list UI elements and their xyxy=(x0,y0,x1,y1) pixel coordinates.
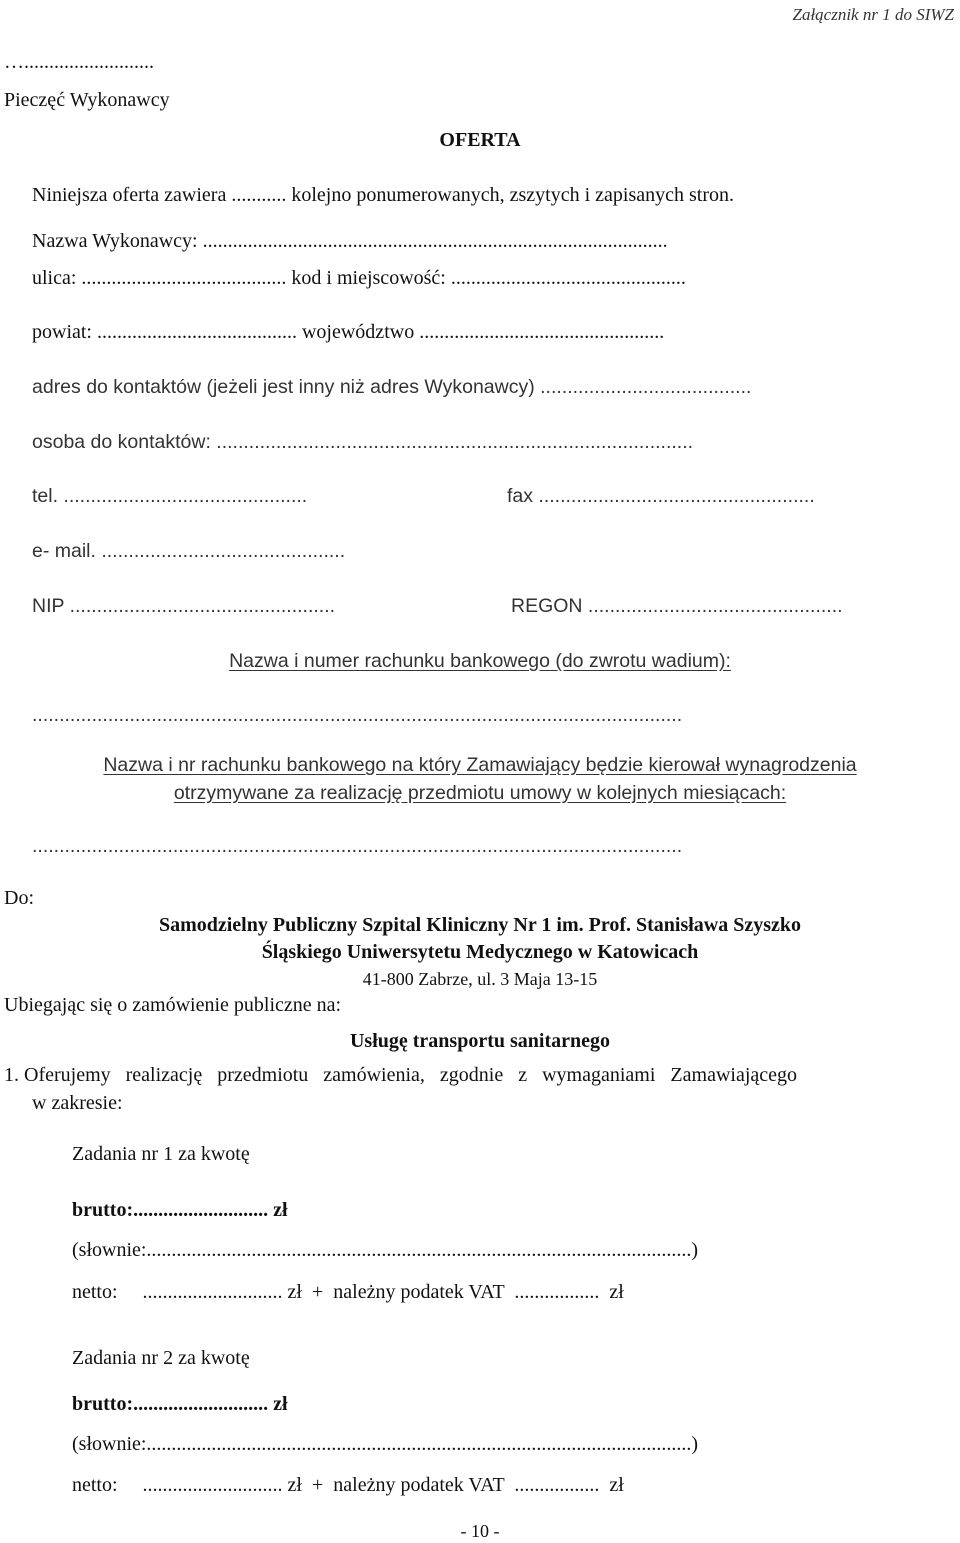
county-field: powiat: ........................................ województwo ................................................. xyxy=(32,321,665,343)
applying-text: Ubiegając się o zamówienie publiczne na: xyxy=(4,994,342,1016)
task-1-words: (słownie:.............................................................................................................) xyxy=(72,1239,699,1261)
task-2-gross: brutto:........................... zł xyxy=(72,1393,288,1415)
recipient-label: Do: xyxy=(4,887,34,909)
contact-person-field: osoba do kontaktów: ........................................................................................ xyxy=(32,431,694,453)
page-number: - 10 - xyxy=(460,1521,500,1541)
stamp-label: Pieczęć Wykonawcy xyxy=(4,89,170,111)
annex-label: Załącznik nr 1 do SIWZ xyxy=(792,5,954,24)
street-field: ulica: ......................................... kod i miejscowość: ............................................... xyxy=(32,267,686,289)
email-field: e- mail. ............................................. xyxy=(32,540,346,562)
contractor-name-field: Nazwa Wykonawcy: ............................................................................................. xyxy=(32,230,668,252)
offer-line-2: w zakresie: xyxy=(32,1092,123,1114)
tel-field: tel. ............................................. xyxy=(32,485,308,507)
task-1-net: netto: ............................ zł + należny podatek VAT ................. zł xyxy=(72,1281,624,1303)
contact-address-field: adres do kontaktów (jeżeli jest inny niż adres Wykonawcy) ....................................... xyxy=(32,376,752,398)
recipient-line-1: Samodzielny Publiczny Szpital Kliniczny Nr 1 im. Prof. Stanisława Szyszko xyxy=(158,914,802,936)
recipient-address: 41-800 Zabrze, ul. 3 Maja 13-15 xyxy=(362,969,598,989)
task-2-title: Zadania nr 2 za kwotę xyxy=(72,1347,250,1369)
tender-subject: Usługę transportu sanitarnego xyxy=(349,1030,610,1052)
nip-field: NIP ................................................. xyxy=(32,595,336,617)
task-1-gross: brutto:........................... zł xyxy=(72,1199,288,1221)
document-title: OFERTA xyxy=(439,129,521,151)
salary-account-dots: ........................................................................................................................ xyxy=(32,835,683,857)
salary-account-label-1: Nazwa i nr rachunku bankowego na który Zamawiający będzie kierował wynagrodzenia xyxy=(103,754,857,776)
salary-account-label-2: otrzymywane za realizację przedmiotu umowy w kolejnych miesiącach: xyxy=(173,782,787,804)
stamp-dots: ….......................... xyxy=(4,51,154,73)
wadium-account-dots: ........................................................................................................................ xyxy=(32,704,683,726)
intro-pages: Niniejsza oferta zawiera ........... kolejno ponumerowanych, zszytych i zapisanych stron. xyxy=(32,184,734,206)
task-1-title: Zadania nr 1 za kwotę xyxy=(72,1143,250,1165)
fax-field: fax ................................................... xyxy=(507,485,815,507)
task-2-words: (słownie:.............................................................................................................) xyxy=(72,1433,699,1455)
wadium-account-label: Nazwa i numer rachunku bankowego (do zwrotu wadium): xyxy=(229,650,731,672)
recipient-line-2: Śląskiego Uniwersytetu Medycznego w Katowicach xyxy=(261,941,699,963)
task-2-net: netto: ............................ zł + należny podatek VAT ................. zł xyxy=(72,1474,624,1496)
offer-line-1: 1. Oferujemy realizację przedmiotu zamówienia, zgodnie z wymaganiami Zamawiającego xyxy=(4,1064,798,1086)
regon-field: REGON ............................................... xyxy=(511,595,843,617)
